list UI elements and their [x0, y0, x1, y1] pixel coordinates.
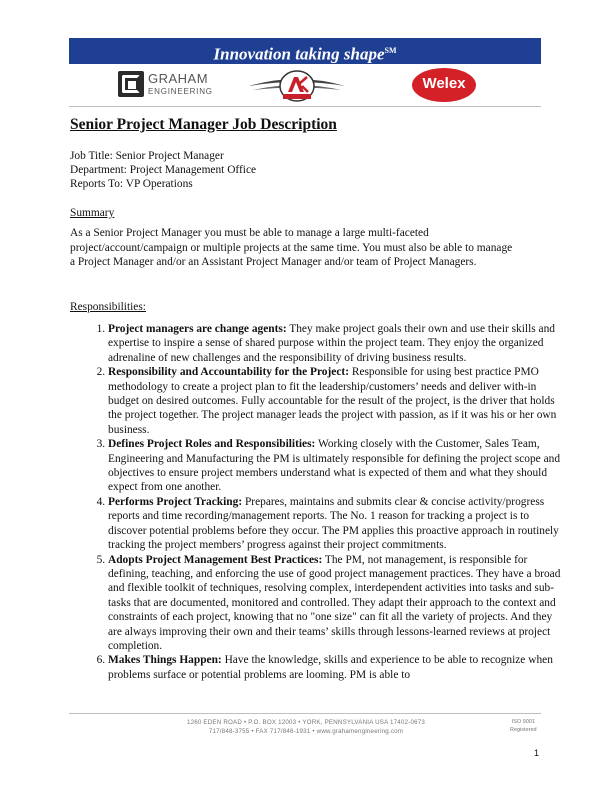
iso-badge — [510, 718, 537, 734]
graham-mark-icon — [118, 71, 144, 97]
department-line: Department: Project Management Office — [70, 164, 257, 176]
footer-rule — [69, 713, 541, 714]
iso-line-1: ISO 9001 — [511, 719, 535, 725]
list-item — [108, 653, 568, 682]
responsibilities-list — [70, 322, 568, 682]
item-lead: Project managers are change agents: — [108, 323, 287, 335]
item-lead: Adopts Project Management Best Practices: — [108, 553, 323, 566]
responsibilities-heading: Responsibilities: — [70, 301, 146, 313]
welex-logo-text: Welex — [422, 75, 466, 92]
page-title: Senior Project Manager Job Description — [70, 116, 337, 133]
header-banner — [69, 38, 541, 64]
page-number: 1 — [534, 748, 540, 758]
item-text: Have the knowledge, skills and experience to be able to recognize when problems surface or potential problems are looming. PM is able to — [108, 654, 553, 681]
graham-engineering-logo — [118, 71, 228, 101]
item-text: They make project goals their own and use their skills and expertise to inspire a sense of shared purpose within the project team. They enjoy the organized adrenaline of new challenges and the responsibility of driving business results. — [108, 323, 555, 364]
graham-logo-name: GRAHAM — [148, 71, 209, 86]
list-item — [108, 495, 568, 553]
reports-to-line: Reports To: VP Operations — [70, 178, 193, 190]
item-text: Prepares, maintains and submits clear & concise activity/progress reports and time recording/management reports. The No. 1 reason for tracking a project is to discover potential problems before they occur. The PM applies this proactive approach in routinely tracking the project members’ progress against their project commitments. — [108, 495, 559, 552]
footer-line-2: 717/848-3755 • FAX 717/846-1931 • www.grahamengineering.com — [208, 728, 404, 735]
list-item — [108, 322, 568, 365]
job-title-line: Job Title: Senior Project Manager — [70, 150, 224, 162]
item-lead: Defines Project Roles and Responsibilities: — [108, 438, 316, 451]
list-item — [108, 553, 568, 654]
footer-line-1: 1260 EDEN ROAD • P.O. BOX 12003 • YORK, PENNSYLVANIA USA 17402-0673 — [186, 719, 426, 726]
item-text: The PM, not management, is responsible for defining, teaching, and enforcing the use of good project management practices. They have a broad and flexible toolkit of techniques, resolving complex, interdependent activities into tasks and sub-tasks that are documented, monitored and controlled. They adapt their approach to the context and constraints of each project, knowing that no "one size" can fit all the variety of projects. And they are always improving their own and their teams’ skills through lessons-learned reviews at project completion. — [108, 553, 561, 652]
item-lead: Makes Things Happen: — [108, 654, 222, 667]
item-lead: Performs Project Tracking: — [108, 495, 243, 508]
banner-mark: SM — [384, 46, 397, 55]
welex-logo — [412, 68, 476, 102]
summary-heading: Summary — [70, 207, 115, 219]
header-rule — [69, 106, 541, 107]
iso-line-2: Registered — [510, 727, 537, 733]
graham-logo-sub: ENGINEERING — [148, 87, 213, 96]
american-kuhne-logo — [247, 68, 347, 104]
item-text: Responsible for using best practice PMO methodology to create a project plan to fit the leadership/customers’ needs and deliver with-in budget on desired outcomes. Fully accountable for the result of the project, is the driver that holds the project together. The project manager leads the project with passion, as if it was his or her own business. — [108, 366, 557, 436]
item-lead: Responsibility and Accountability for the Project: — [108, 366, 349, 379]
item-text: Working closely with the Customer, Sales Team, Engineering and Manufacturing the PM is ultimately responsible for defining the project scope and objectives to ensure project members understand what is expected of them and what they should expect from one another. — [108, 438, 561, 494]
banner-text: Innovation taking shape — [213, 44, 385, 64]
list-item — [108, 365, 568, 437]
summary-paragraph: As a Senior Project Manager you must be able to manage a large multi-faceted project/account/campaign or multiple projects at the same time. You must also be able to manage a Project Manager and/or an Assistant Project Manager and/or team of Project Managers. — [70, 227, 513, 269]
list-item — [108, 437, 568, 495]
